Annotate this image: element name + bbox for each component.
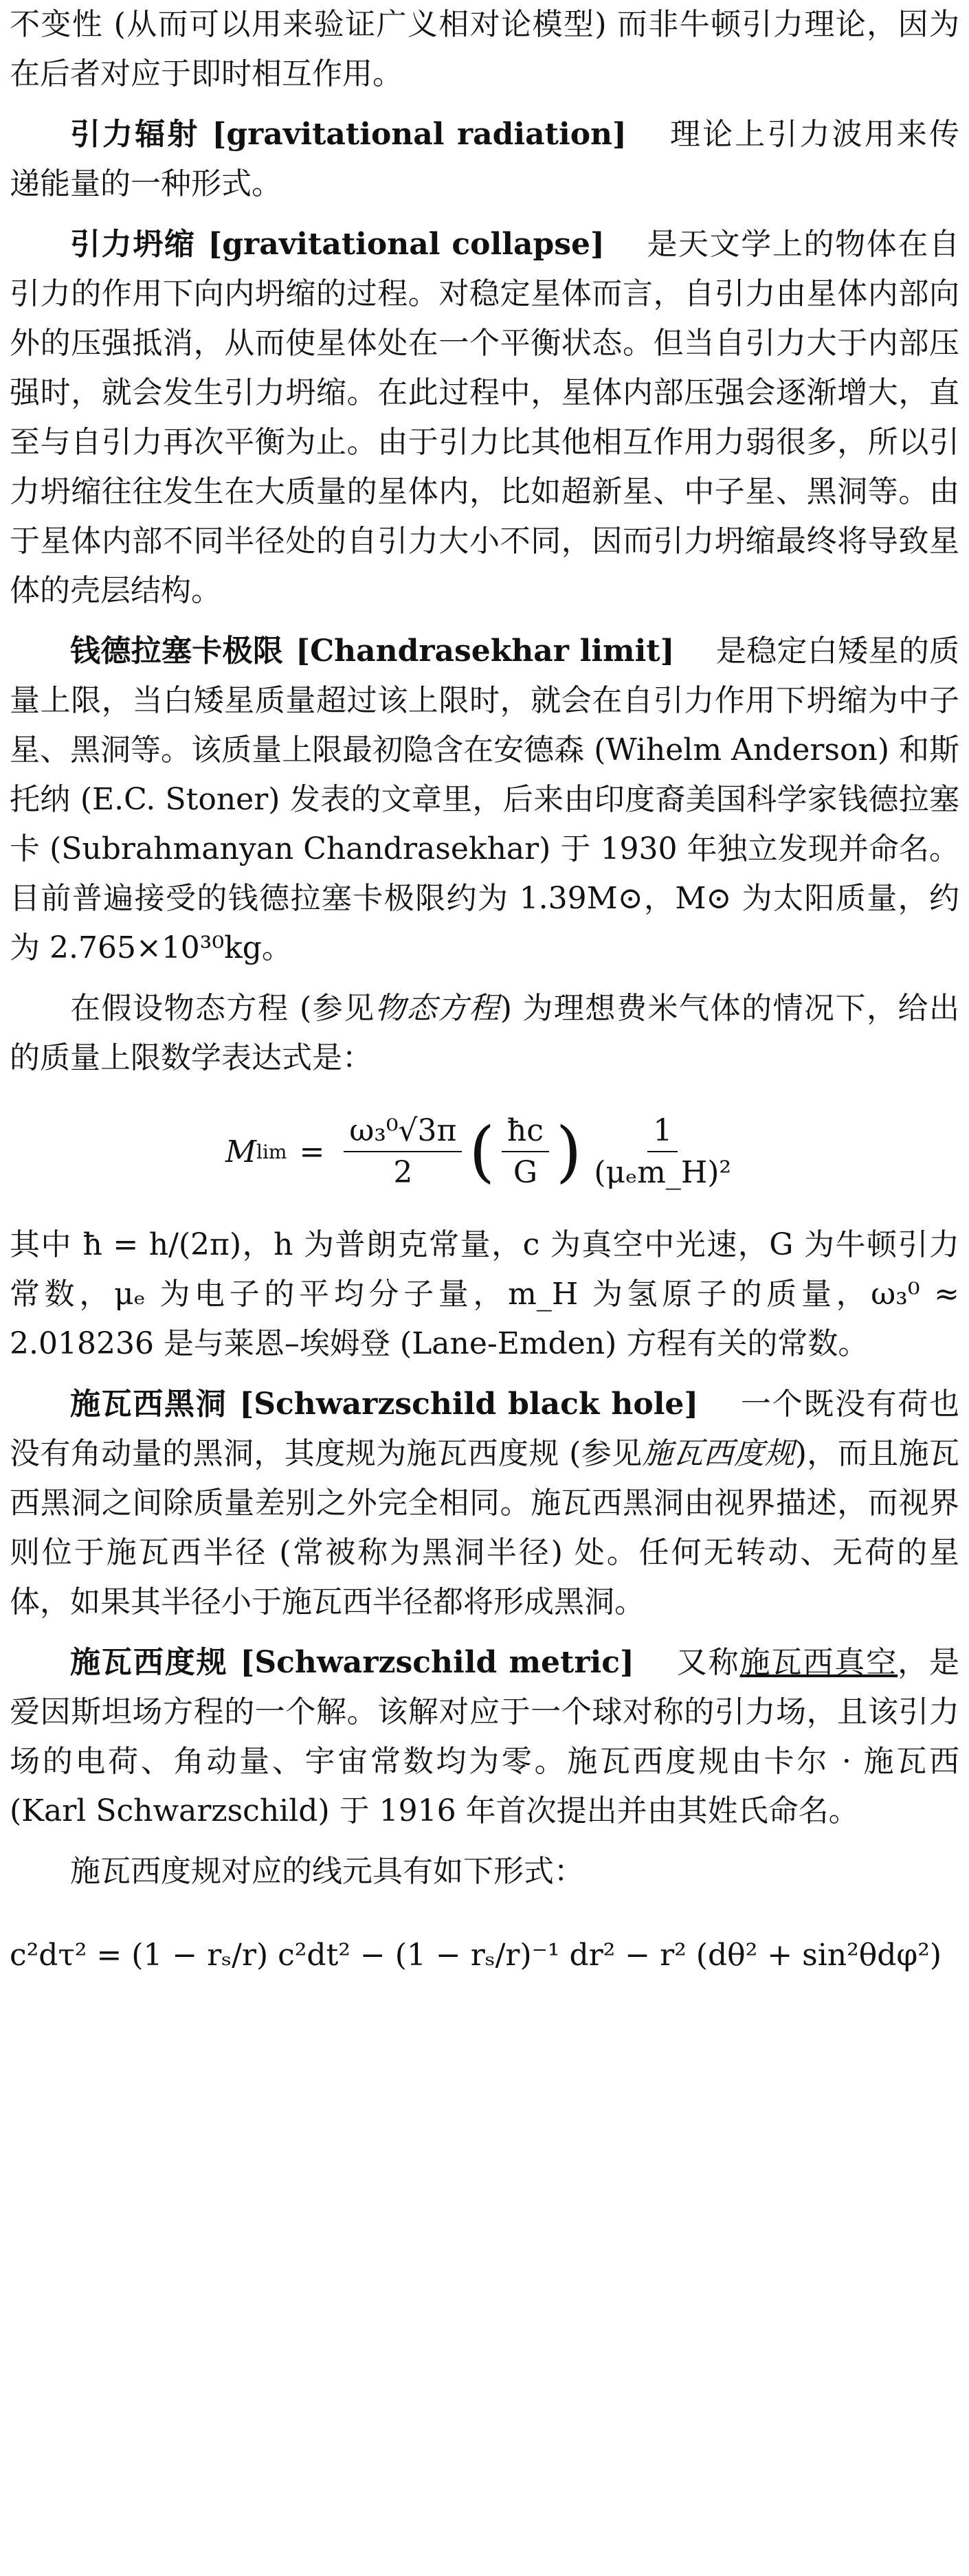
entry-definition: 是稳定白矮星的质量上限，当白矮星质量超过该上限时，就会在自引力作用下坍缩为中子星、黑洞等。该质量上限最初隐含在安德森 (Wihelm Anderson) 和斯托纳 (E.C. Stoner) 发表的文章里，后来由印度裔美国科学家钱德拉塞卡 (Subrahmanyan Chandrasekhar) 于 1930 年独立发现并命名。目前普遍接受的钱德拉塞卡极限约为 1.39M⊙，M⊙ 为太阳质量，约为 2.765×10³⁰kg。 bbox=[10, 634, 960, 965]
entry-definition: 是天文学上的物体在自引力的作用下向内坍缩的过程。对稳定星体而言，自引力由星体内部向外的压强抵消，从而使星体处在一个平衡状态。但当自引力大于内部压强时，就会发生引力坍缩。在此过程中，星体内部压强会逐渐增大，直至与自引力再次平衡为止。由于引力比其他相互作用力弱很多，所以引力坍缩往往发生在大质量的星体内，比如超新星、中子星、黑洞等。由于星体内部不同半径处的自引力大小不同，因而引力坍缩最终将导致星体的壳层结构。 bbox=[10, 227, 959, 608]
fraction-1 bbox=[344, 1113, 462, 1190]
formula-lhs: M bbox=[225, 1134, 256, 1169]
fraction-numerator: ħc bbox=[502, 1113, 549, 1152]
entry-gravitational-collapse bbox=[10, 220, 959, 616]
formula-equals: = bbox=[299, 1134, 325, 1169]
entry-definition: 理论上引力波用来传递能量的一种形式。 bbox=[10, 117, 960, 201]
entry-english-term: [Chandrasekhar limit] bbox=[296, 634, 675, 669]
entry-term: 施瓦西黑洞 bbox=[70, 1387, 227, 1422]
constants-paragraph: 其中 ħ = h/(2π)，h 为普朗克常量，c 为真空中光速，G 为牛顿引力常数，μₑ 为电子的平均分子量，m_H 为氢原子的质量，ω₃⁰ ≈ 2.018236 是与莱恩–埃姆登 (Lane-Emden) 方程有关的常数。 bbox=[10, 1227, 959, 1361]
text-fragment: 在假设物态方程 (参见 bbox=[70, 991, 375, 1026]
text-fragment: ) 为理想费米气体的情况下，给出的质量上限数学表达式是： bbox=[10, 991, 960, 1075]
entry-definition-cont: ，是爱因斯坦场方程的一个解。该解对应于一个球对称的引力场，且该引力场的电荷、角动量、宇宙常数均为零。施瓦西度规由卡尔 · 施瓦西 (Karl Schwarzschild) 于 1916 年首次提出并由其姓氏命名。 bbox=[10, 1645, 960, 1828]
fraction-denominator: (μₑm_H)² bbox=[594, 1155, 732, 1190]
cross-reference-link[interactable]: 物态方程 bbox=[375, 991, 500, 1026]
entry-gravitational-radiation bbox=[10, 110, 959, 209]
entry-english-term: [gravitational collapse] bbox=[208, 227, 605, 262]
left-paren: ( bbox=[469, 1113, 495, 1190]
fraction-numerator: 1 bbox=[647, 1113, 678, 1152]
entry-term: 引力坍缩 bbox=[70, 227, 196, 262]
entry-english-term: [Schwarzschild metric] bbox=[240, 1645, 634, 1680]
schwarzschild-line-element-formula: c²dτ² = (1 − rₛ/r) c²dt² − (1 − rₛ/r)⁻¹ dr² − r² (dθ² + sin²θdφ²) bbox=[10, 1937, 942, 1973]
entry-schwarzschild-black-hole bbox=[10, 1380, 959, 1627]
entry-definition-cont: )，而且施瓦西黑洞之间除质量差别之外完全相同。施瓦西黑洞由视界描述，而视界则位于施瓦西半径 (常被称为黑洞半径) 处。任何无转动、无荷的星体，如果其半径小于施瓦西半径都将形成黑洞。 bbox=[10, 1436, 960, 1620]
formula-lhs-subscript: lim bbox=[256, 1140, 287, 1163]
entry-definition: 又称 bbox=[675, 1645, 740, 1680]
entry-english-term: [gravitational radiation] bbox=[212, 117, 627, 152]
entry-english-term: [Schwarzschild black hole] bbox=[239, 1387, 699, 1422]
entry-term: 施瓦西度规 bbox=[70, 1645, 228, 1680]
equation-of-state-paragraph bbox=[10, 984, 959, 1083]
fraction-3 bbox=[588, 1113, 737, 1190]
entry-term: 引力辐射 bbox=[70, 117, 200, 152]
chandrasekhar-formula bbox=[10, 1083, 959, 1220]
synonym-link[interactable]: 施瓦西真空 bbox=[739, 1645, 898, 1680]
fraction-denominator: G bbox=[513, 1155, 537, 1190]
cross-reference-link[interactable]: 施瓦西度规 bbox=[642, 1436, 795, 1471]
entry-definition: 一个既没有荷也没有角动量的黑洞，其度规为施瓦西度规 (参见 bbox=[10, 1387, 960, 1471]
entry-term: 钱德拉塞卡极限 bbox=[70, 634, 284, 669]
fraction-numerator: ω₃⁰√3π bbox=[344, 1113, 462, 1152]
fraction-2 bbox=[502, 1113, 549, 1190]
right-paren: ) bbox=[555, 1113, 582, 1190]
line-element-paragraph: 施瓦西度规对应的线元具有如下形式： bbox=[70, 1854, 584, 1889]
intro-paragraph: 不变性 (从而可以用来验证广义相对论模型) 而非牛顿引力理论，因为在后者对应于即时相互作用。 bbox=[10, 7, 959, 91]
entry-schwarzschild-metric bbox=[10, 1638, 959, 1836]
entry-chandrasekhar-limit bbox=[10, 627, 959, 973]
fraction-denominator: 2 bbox=[393, 1155, 413, 1190]
